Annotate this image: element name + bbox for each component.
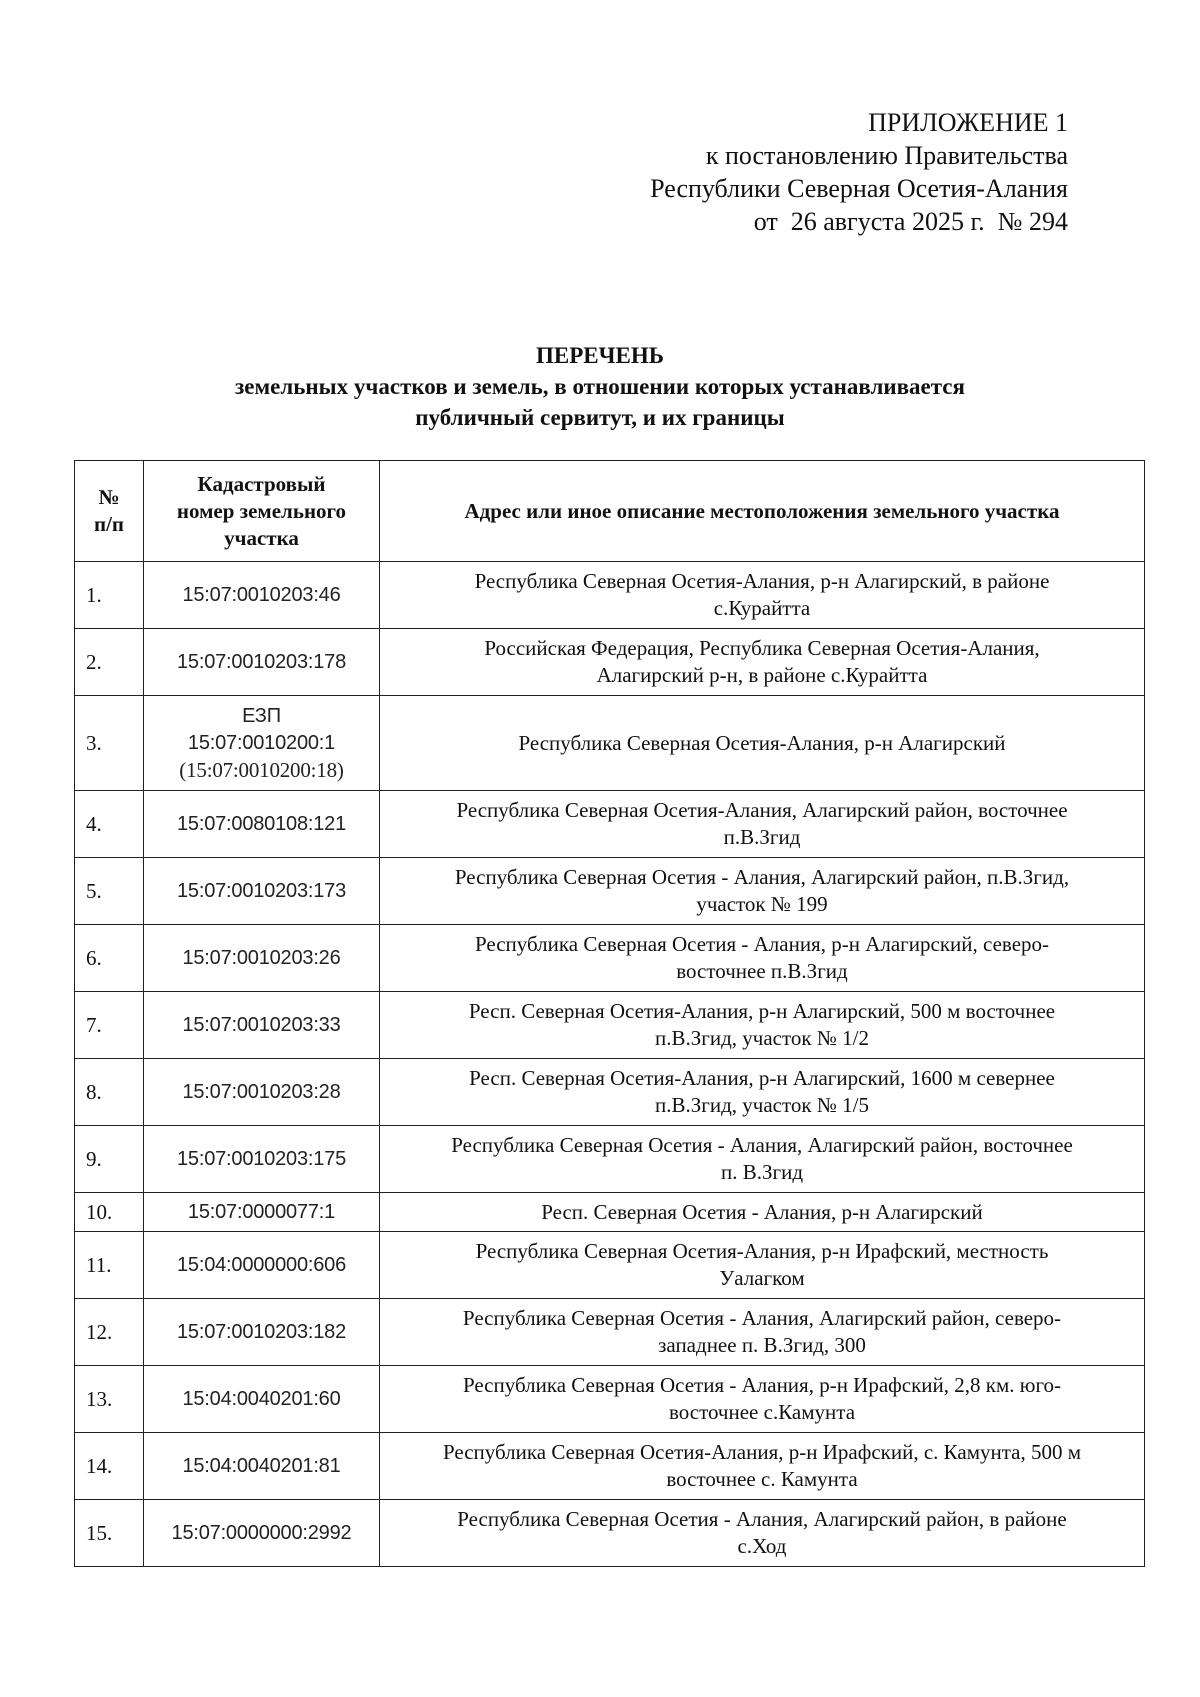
row-number: 6. [75, 925, 144, 992]
plot-address: Республика Северная Осетия-Алания, р-н Ирафский, местность Уалагком [380, 1232, 1145, 1299]
plot-address: Республика Северная Осетия-Алания, р-н Алагирский [380, 696, 1145, 791]
table-row [75, 791, 1145, 858]
plot-address: Российская Федерация, Республика Северная Осетия-Алания, Алагирский р-н, в районе с.Курайтта [380, 629, 1145, 696]
appendix-government: Республики Северная Осетия-Алания [650, 174, 1068, 203]
document-heading [0, 340, 1200, 433]
table-row [75, 1232, 1145, 1299]
cadastral-number: 15:07:0010203:46 [144, 562, 380, 629]
row-number: 15. [75, 1500, 144, 1567]
table-row [75, 1059, 1145, 1126]
row-number: 5. [75, 858, 144, 925]
plot-address: Респ. Северная Осетия-Алания, р-н Алагирский, 500 м восточнее п.В.Згид, участок № 1/2 [380, 992, 1145, 1059]
plot-address: Республика Северная Осетия - Алания, Алагирский район, п.В.Згид, участок № 199 [380, 858, 1145, 925]
plot-address: Республика Северная Осетия - Алания, р-н Ирафский, 2,8 км. юго- восточнее с.Камунта [380, 1366, 1145, 1433]
appendix-header [650, 106, 1068, 238]
plot-address: Респ. Северная Осетия-Алания, р-н Алагирский, 1600 м севернее п.В.Згид, участок № 1/5 [380, 1059, 1145, 1126]
row-number: 7. [75, 992, 144, 1059]
table-row [75, 1126, 1145, 1193]
appendix-title: ПРИЛОЖЕНИЕ 1 [868, 108, 1068, 137]
cadastral-number: ЕЗП 15:07:0010200:1 (15:07:0010200:18) [144, 696, 380, 791]
header-number: № п/п [75, 461, 144, 562]
row-number: 13. [75, 1366, 144, 1433]
cadastral-number: 15:07:0000077:1 [144, 1193, 380, 1232]
appendix-decree: к постановлению Правительства [705, 141, 1068, 170]
table-row [75, 562, 1145, 629]
cadastral-number: 15:07:0010203:28 [144, 1059, 380, 1126]
table-row [75, 1500, 1145, 1567]
plot-address: Республика Северная Осетия-Алания, р-н Ирафский, с. Камунта, 500 м восточнее с. Камунта [380, 1433, 1145, 1500]
table-row [75, 858, 1145, 925]
cadastral-number: 15:07:0010203:26 [144, 925, 380, 992]
cadastral-number: 15:07:0010203:175 [144, 1126, 380, 1193]
table-row [75, 1366, 1145, 1433]
table-row [75, 1433, 1145, 1500]
row-number: 4. [75, 791, 144, 858]
plot-address: Республика Северная Осетия - Алания, р-н Алагирский, северо- восточнее п.В.Згид [380, 925, 1145, 992]
header-cadastral-number: Кадастровый номер земельного участка [144, 461, 380, 562]
plot-address: Республика Северная Осетия - Алания, Алагирский район, северо- западнее п. В.Згид, 300 [380, 1299, 1145, 1366]
row-number: 14. [75, 1433, 144, 1500]
land-plots-table [74, 460, 1145, 1567]
cadastral-number: 15:07:0080108:121 [144, 791, 380, 858]
cadastral-number: 15:04:0040201:81 [144, 1433, 380, 1500]
document-title: ПЕРЕЧЕНЬ [536, 343, 664, 368]
cadastral-number: 15:07:0010203:173 [144, 858, 380, 925]
row-number: 1. [75, 562, 144, 629]
cadastral-number: 15:07:0010203:178 [144, 629, 380, 696]
document-subtitle-line2: публичный сервитут, и их границы [415, 405, 785, 430]
table-row [75, 992, 1145, 1059]
header-address: Адрес или иное описание местоположения земельного участка [380, 461, 1145, 562]
cadastral-number: 15:07:0000000:2992 [144, 1500, 380, 1567]
plot-address: Республика Северная Осетия - Алания, Алагирский район, в районе с.Ход [380, 1500, 1145, 1567]
table-header-row [75, 461, 1145, 562]
plot-address: Республика Северная Осетия - Алания, Алагирский район, восточнее п. В.Згид [380, 1126, 1145, 1193]
cadastral-number: 15:07:0010203:182 [144, 1299, 380, 1366]
row-number: 12. [75, 1299, 144, 1366]
row-number: 8. [75, 1059, 144, 1126]
table-row [75, 1193, 1145, 1232]
row-number: 9. [75, 1126, 144, 1193]
plot-address: Республика Северная Осетия-Алания, р-н Алагирский, в районе с.Курайтта [380, 562, 1145, 629]
plot-address: Респ. Северная Осетия - Алания, р-н Алагирский [380, 1193, 1145, 1232]
cadastral-number: 15:04:0000000:606 [144, 1232, 380, 1299]
table-row [75, 696, 1145, 791]
cadastral-number: 15:04:0040201:60 [144, 1366, 380, 1433]
row-number: 2. [75, 629, 144, 696]
cadastral-number: 15:07:0010203:33 [144, 992, 380, 1059]
plot-address: Республика Северная Осетия-Алания, Алагирский район, восточнее п.В.Згид [380, 791, 1145, 858]
table-row [75, 1299, 1145, 1366]
appendix-date-number: от 26 августа 2025 г. № 294 [753, 207, 1068, 236]
table-row [75, 925, 1145, 992]
row-number: 11. [75, 1232, 144, 1299]
document-subtitle-line1: земельных участков и земель, в отношении которых устанавливается [235, 374, 965, 399]
row-number: 3. [75, 696, 144, 791]
table-row [75, 629, 1145, 696]
row-number: 10. [75, 1193, 144, 1232]
